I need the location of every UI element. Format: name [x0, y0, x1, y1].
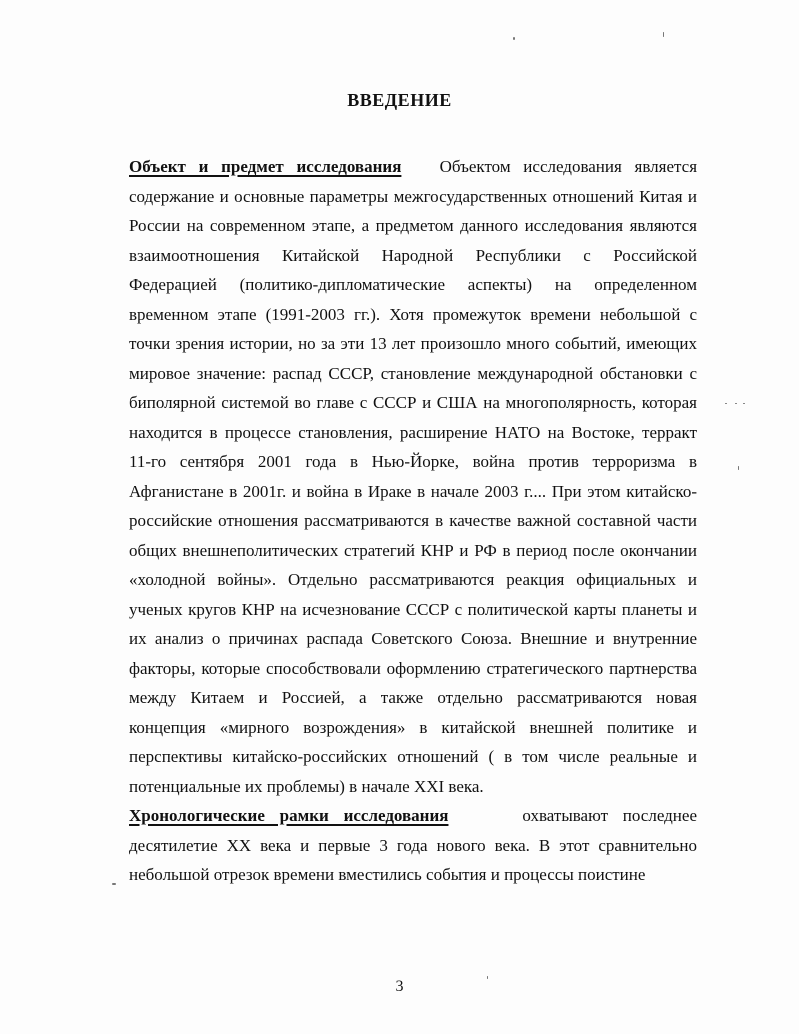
scan-speck — [663, 32, 664, 37]
paragraph-lead-heading: Хронологические рамки исследования — [129, 806, 449, 825]
paragraph-text: охватывают последнее десятилетие ХХ века и первые 3 года нового века. В этот сравнительно небольшой отрезок времени вместились события и процессы поистине — [129, 806, 697, 884]
page-title: ВВЕДЕНИЕ — [347, 90, 452, 110]
scan-speck — [725, 403, 727, 404]
scan-speck — [738, 466, 739, 470]
page-number: 3 — [395, 978, 404, 995]
scan-speck — [743, 403, 745, 404]
document-body — [129, 152, 697, 890]
paragraph-object-subject — [129, 152, 697, 801]
scan-speck — [513, 37, 515, 40]
paragraph-lead-heading: Объект и предмет исследования — [129, 157, 402, 176]
scan-speck — [112, 883, 116, 885]
paragraph-chronology — [129, 801, 697, 890]
scan-speck — [487, 976, 488, 979]
scan-speck — [735, 403, 737, 404]
paragraph-text: Объектом исследования является содержание и основные параметры межгосударственных отношений Китая и России на современном этапе, а предметом данного исследования являются взаимоотношения Китайской Народной Республики с Российской Федерацией (политико-дипломатические аспекты) на определенном временном этапе (1991-2003 гг.). Хотя промежуток времени небольшой с точки зрения истории, но за эти 13 лет произошло много событий, имеющих мировое значение: распад СССР, становление международной обстановки с биполярной системой во главе с СССР и США на многополярность, которая находится в процессе становления, расширение НАТО на Востоке, терракт 11-го сентября 2001 года в Нью-Йорке, война против терроризма в Афганистане в 2001г. и война в Ираке в начале 2003 г.... При этом китайско-российские отношения рассматриваются в качестве важной составной части общих внешнеполитических стратегий КНР и РФ в период после окончании «холодной войны». Отдельно рассматриваются реакция официальных и ученых кругов КНР на исчезнование СССР с политической карты планеты и их анализ о причинах распада Советского Союза. Внешние и внутренние факторы, которые способствовали оформлению стратегического партнерства между Китаем и Россией, а также отдельно рассматриваются новая концепция «мирного возрождения» в китайской внешней политике и перспективы китайско-российских отношений ( в том числе реальные и потенциальные их проблемы) в начале ХХI века. — [129, 157, 698, 796]
